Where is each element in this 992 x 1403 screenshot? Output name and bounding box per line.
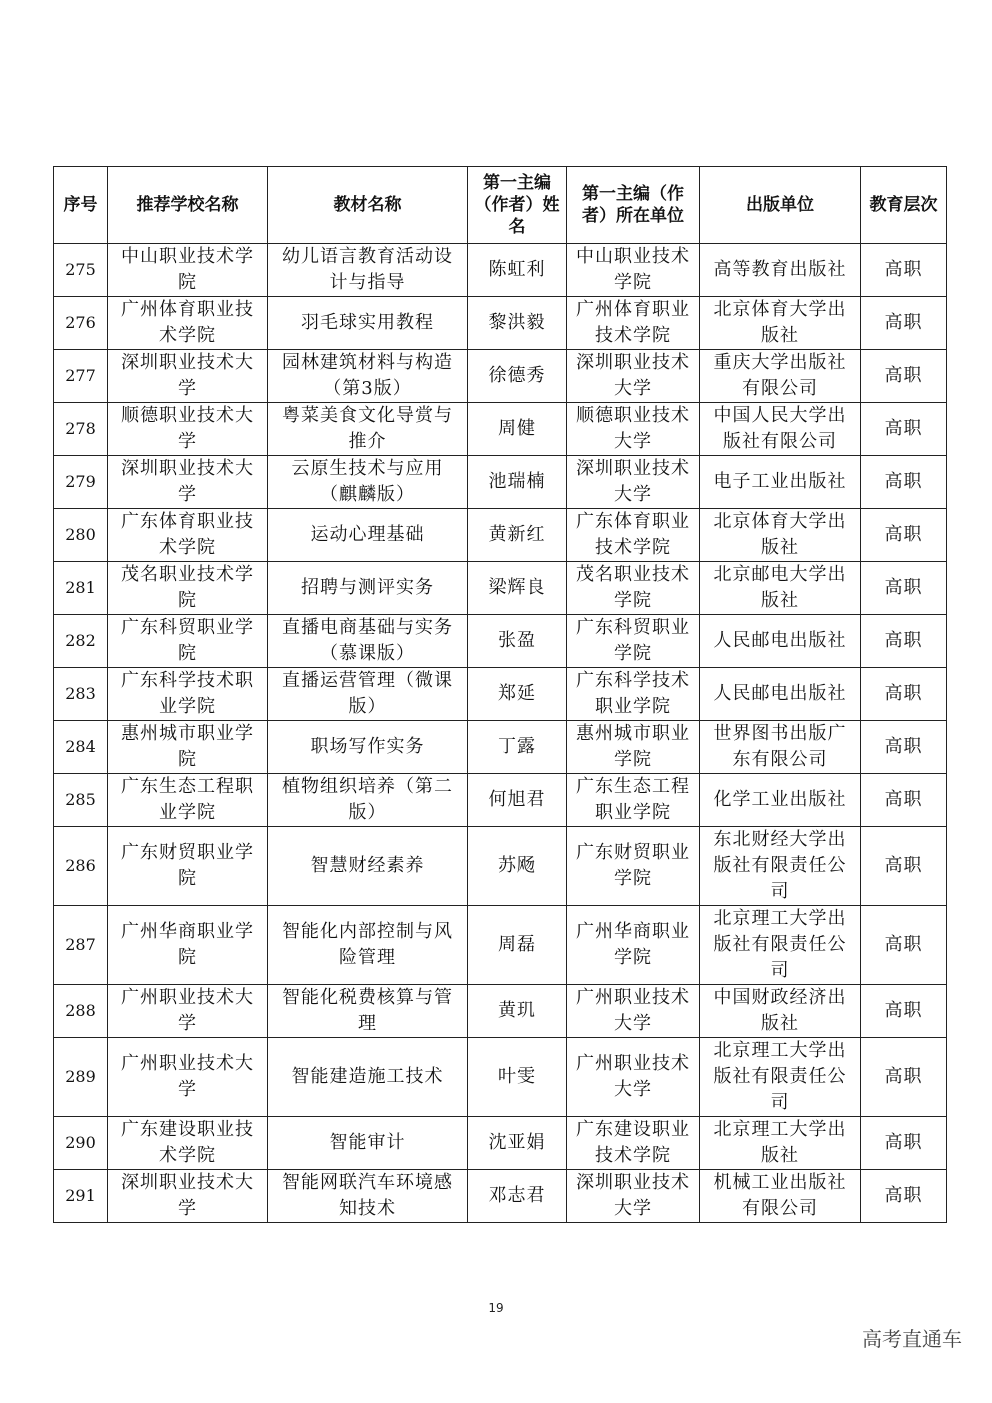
- table-row: [54, 906, 947, 985]
- cell-no: 284: [54, 721, 108, 774]
- cell-publisher: 北京体育大学出版社: [700, 297, 861, 350]
- cell-school: 惠州城市职业学院: [108, 721, 268, 774]
- cell-title: 粤菜美食文化导赏与推介: [268, 403, 468, 456]
- table-row: [54, 350, 947, 403]
- table-row: [54, 1117, 947, 1170]
- cell-level: 高职: [861, 456, 947, 509]
- header-unit: 第一主编（作者）所在单位: [567, 167, 700, 244]
- table-header: [54, 167, 947, 244]
- cell-title: 智慧财经素养: [268, 827, 468, 906]
- cell-no: 285: [54, 774, 108, 827]
- cell-publisher: 中国人民大学出版社有限公司: [700, 403, 861, 456]
- cell-unit: 茂名职业技术学院: [567, 562, 700, 615]
- cell-publisher: 东北财经大学出版社有限责任公司: [700, 827, 861, 906]
- table-row: [54, 827, 947, 906]
- cell-school: 深圳职业技术大学: [108, 456, 268, 509]
- cell-publisher: 重庆大学出版社有限公司: [700, 350, 861, 403]
- table-row: [54, 562, 947, 615]
- cell-unit: 深圳职业技术大学: [567, 456, 700, 509]
- cell-publisher: 人民邮电出版社: [700, 615, 861, 668]
- cell-school: 广东科贸职业学院: [108, 615, 268, 668]
- cell-title: 羽毛球实用教程: [268, 297, 468, 350]
- cell-school: 茂名职业技术学院: [108, 562, 268, 615]
- cell-publisher: 北京理工大学出版社: [700, 1117, 861, 1170]
- cell-title: 直播运营管理（微课版）: [268, 668, 468, 721]
- cell-no: 281: [54, 562, 108, 615]
- cell-unit: 广东财贸职业学院: [567, 827, 700, 906]
- cell-no: 290: [54, 1117, 108, 1170]
- table-row: [54, 668, 947, 721]
- cell-school: 顺德职业技术大学: [108, 403, 268, 456]
- cell-unit: 广州职业技术大学: [567, 1038, 700, 1117]
- cell-no: 289: [54, 1038, 108, 1117]
- cell-unit: 广东生态工程职业学院: [567, 774, 700, 827]
- cell-level: 高职: [861, 668, 947, 721]
- cell-title: 智能化内部控制与风险管理: [268, 906, 468, 985]
- table-row: [54, 985, 947, 1038]
- cell-level: 高职: [861, 350, 947, 403]
- cell-author: 徐德秀: [468, 350, 567, 403]
- cell-school: 深圳职业技术大学: [108, 1170, 268, 1223]
- cell-unit: 广东科贸职业学院: [567, 615, 700, 668]
- header-publisher: 出版单位: [700, 167, 861, 244]
- cell-unit: 顺德职业技术大学: [567, 403, 700, 456]
- cell-title: 职场写作实务: [268, 721, 468, 774]
- cell-level: 高职: [861, 1117, 947, 1170]
- cell-publisher: 中国财政经济出版社: [700, 985, 861, 1038]
- cell-author: 张盈: [468, 615, 567, 668]
- cell-unit: 深圳职业技术大学: [567, 1170, 700, 1223]
- cell-unit: 广州职业技术大学: [567, 985, 700, 1038]
- header-school: 推荐学校名称: [108, 167, 268, 244]
- cell-publisher: 高等教育出版社: [700, 244, 861, 297]
- cell-level: 高职: [861, 403, 947, 456]
- cell-title: 植物组织培养（第二版）: [268, 774, 468, 827]
- cell-author: 叶雯: [468, 1038, 567, 1117]
- cell-school: 广州职业技术大学: [108, 1038, 268, 1117]
- cell-title: 智能化税费核算与管理: [268, 985, 468, 1038]
- cell-title: 招聘与测评实务: [268, 562, 468, 615]
- cell-school: 广东科学技术职业学院: [108, 668, 268, 721]
- cell-author: 黎洪毅: [468, 297, 567, 350]
- table-row: [54, 244, 947, 297]
- cell-no: 276: [54, 297, 108, 350]
- cell-title: 运动心理基础: [268, 509, 468, 562]
- cell-author: 黄玑: [468, 985, 567, 1038]
- cell-school: 广州华商职业学院: [108, 906, 268, 985]
- cell-school: 广东体育职业技术学院: [108, 509, 268, 562]
- cell-no: 286: [54, 827, 108, 906]
- cell-no: 280: [54, 509, 108, 562]
- cell-level: 高职: [861, 1038, 947, 1117]
- cell-publisher: 世界图书出版广东有限公司: [700, 721, 861, 774]
- cell-unit: 广东科学技术职业学院: [567, 668, 700, 721]
- cell-title: 智能网联汽车环境感知技术: [268, 1170, 468, 1223]
- cell-school: 广州职业技术大学: [108, 985, 268, 1038]
- cell-unit: 中山职业技术学院: [567, 244, 700, 297]
- cell-author: 池瑞楠: [468, 456, 567, 509]
- cell-no: 275: [54, 244, 108, 297]
- cell-author: 何旭君: [468, 774, 567, 827]
- cell-unit: 广州体育职业技术学院: [567, 297, 700, 350]
- table-row: [54, 456, 947, 509]
- cell-level: 高职: [861, 774, 947, 827]
- cell-no: 282: [54, 615, 108, 668]
- table-row: [54, 297, 947, 350]
- cell-no: 287: [54, 906, 108, 985]
- cell-author: 邓志君: [468, 1170, 567, 1223]
- cell-level: 高职: [861, 244, 947, 297]
- cell-author: 丁露: [468, 721, 567, 774]
- cell-school: 广东建设职业技术学院: [108, 1117, 268, 1170]
- table-row: [54, 509, 947, 562]
- cell-no: 291: [54, 1170, 108, 1223]
- cell-school: 广东财贸职业学院: [108, 827, 268, 906]
- cell-school: 深圳职业技术大学: [108, 350, 268, 403]
- cell-title: 智能审计: [268, 1117, 468, 1170]
- cell-title: 幼儿语言教育活动设计与指导: [268, 244, 468, 297]
- cell-level: 高职: [861, 1170, 947, 1223]
- cell-publisher: 化学工业出版社: [700, 774, 861, 827]
- cell-author: 梁辉良: [468, 562, 567, 615]
- textbook-table: [53, 166, 947, 1223]
- cell-level: 高职: [861, 562, 947, 615]
- cell-level: 高职: [861, 721, 947, 774]
- cell-level: 高职: [861, 906, 947, 985]
- cell-level: 高职: [861, 297, 947, 350]
- cell-unit: 广东建设职业技术学院: [567, 1117, 700, 1170]
- cell-author: 郑延: [468, 668, 567, 721]
- cell-no: 277: [54, 350, 108, 403]
- cell-publisher: 北京体育大学出版社: [700, 509, 861, 562]
- page-number: 19: [488, 1301, 504, 1315]
- watermark: 高考直通车: [862, 1327, 962, 1351]
- cell-author: 陈虹利: [468, 244, 567, 297]
- table-row: [54, 1038, 947, 1117]
- cell-unit: 惠州城市职业学院: [567, 721, 700, 774]
- cell-author: 周磊: [468, 906, 567, 985]
- table-body: [54, 244, 947, 1223]
- cell-author: 黄新红: [468, 509, 567, 562]
- cell-author: 苏飏: [468, 827, 567, 906]
- cell-no: 278: [54, 403, 108, 456]
- cell-no: 279: [54, 456, 108, 509]
- cell-unit: 广州华商职业学院: [567, 906, 700, 985]
- table-row: [54, 403, 947, 456]
- table-row: [54, 615, 947, 668]
- cell-title: 智能建造施工技术: [268, 1038, 468, 1117]
- header-level: 教育层次: [861, 167, 947, 244]
- cell-level: 高职: [861, 985, 947, 1038]
- cell-school: 广州体育职业技术学院: [108, 297, 268, 350]
- cell-publisher: 人民邮电出版社: [700, 668, 861, 721]
- header-title: 教材名称: [268, 167, 468, 244]
- header-no: 序号: [54, 167, 108, 244]
- cell-level: 高职: [861, 509, 947, 562]
- cell-level: 高职: [861, 827, 947, 906]
- cell-no: 288: [54, 985, 108, 1038]
- cell-publisher: 机械工业出版社有限公司: [700, 1170, 861, 1223]
- cell-title: 园林建筑材料与构造（第3版）: [268, 350, 468, 403]
- cell-unit: 深圳职业技术大学: [567, 350, 700, 403]
- table-row: [54, 1170, 947, 1223]
- table-row: [54, 721, 947, 774]
- cell-school: 中山职业技术学院: [108, 244, 268, 297]
- cell-school: 广东生态工程职业学院: [108, 774, 268, 827]
- cell-level: 高职: [861, 615, 947, 668]
- cell-title: 云原生技术与应用（麒麟版）: [268, 456, 468, 509]
- cell-publisher: 北京理工大学出版社有限责任公司: [700, 906, 861, 985]
- table-row: [54, 774, 947, 827]
- cell-title: 直播电商基础与实务（慕课版）: [268, 615, 468, 668]
- cell-publisher: 电子工业出版社: [700, 456, 861, 509]
- cell-author: 周健: [468, 403, 567, 456]
- cell-publisher: 北京邮电大学出版社: [700, 562, 861, 615]
- cell-publisher: 北京理工大学出版社有限责任公司: [700, 1038, 861, 1117]
- cell-author: 沈亚娟: [468, 1117, 567, 1170]
- cell-no: 283: [54, 668, 108, 721]
- header-author: 第一主编（作者）姓名: [468, 167, 567, 244]
- cell-unit: 广东体育职业技术学院: [567, 509, 700, 562]
